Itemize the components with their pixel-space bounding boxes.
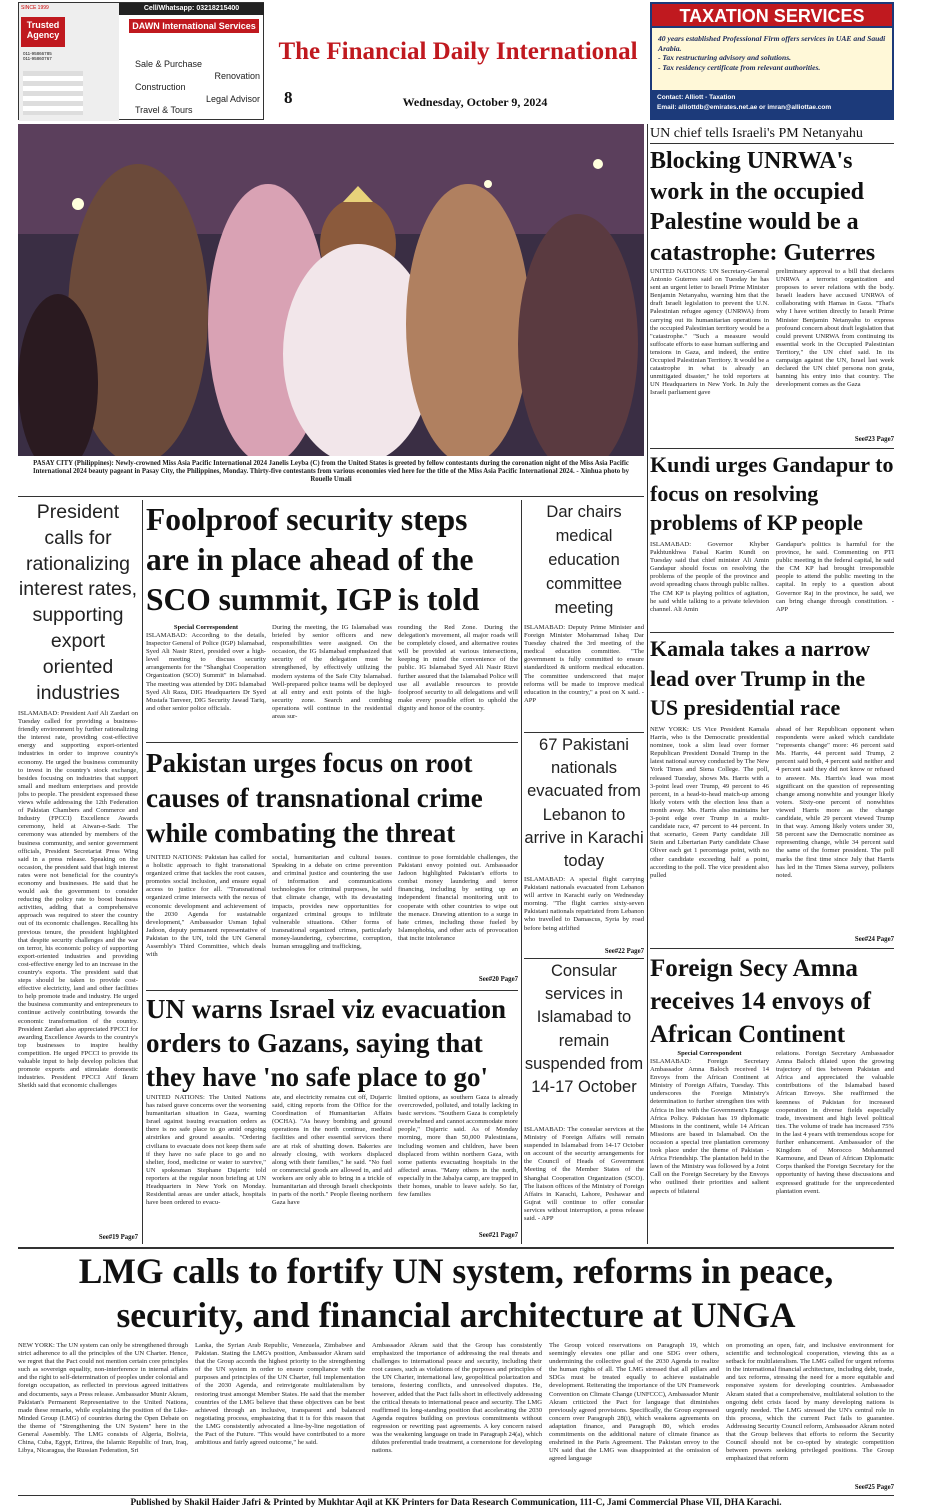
ad-since: SINCE 1999 xyxy=(21,5,49,11)
lmg-col1: NEW YORK: The UN system can only be strengthened through strict adherence to all the principles of the UN Charter. Hence, we regret that the Pact could not mention certain core principles such as sovereign equality, non-interference in internal affairs and the right to self-determination of peoples under colonial and foreign occupation, as reflected in previous agreed initiatives and documents, says a Press release. Ambassador Munir Akram, Pakistan's Permanent Representative to the United Nations, made these remarks, while explaining the position of the Like-Minded Group (LMG) of countries during the Open Debate on the theme of "Strengthening the UN System" here in the General Assembly. The LMG consists of Algeria, Bolivia, China, Cuba, Egypt, Eritrea, the Islamic Republic of Iran, Iraq, Libya, Nicaragua, the Russian Federation, Sri xyxy=(18,1342,188,1455)
lmg-headline: LMG calls to fortify UN system, reforms in peace, security, and financial architecture at UNGA xyxy=(78,1251,834,1335)
amna-byline: Special Correspondent xyxy=(677,1050,742,1057)
masthead-title: The Financial Daily International xyxy=(278,38,638,65)
transnational-col3: continue to pose formidable challenges, the Pakistani envoy pointed out. Ambassador Jadoon highlighted Pakistan's efforts to combat money laundering and terror financing, including by setting up an independent financial monitoring unit to cooperate with other countries to wipe out the menace. Drawing attention to a surge in hate crimes, including those fueled by Islamophobia, and other acts of provocation that incite intolerance xyxy=(398,854,518,942)
ad-brand-logo: Trusted Agency xyxy=(21,17,65,47)
lebanon-body: ISLAMABAD: A special flight carrying Pakistani nationals evacuated from Lebanon will arrive in Karachi early on Wednesday morning. "The flight carries sixty-seven Pakistani nationals repatriated from Lebanon who travelled to Damascus, Syria by road before being airlifted xyxy=(524,876,644,932)
unrwa-kicker: UN chief tells Israeli's PM Netanyahu xyxy=(650,126,863,141)
transnational-col1: UNITED NATIONS: Pakistan has called for a holistic approach to fight transnational organized crime that tackles the root causes, promotes social inclusion, and ensure equal access to justice for all. "Transnational organized crime intersects with the nexus of economic development and achievement of the 2030 Agenda for sustainable development," Ambassador Usman Iqbal Jadoon, deputy permanent representative of Pakistan to the UN, told the UN General Assembly's Third Committee, which deals with xyxy=(146,854,266,959)
kamala-col1: NEW YORK: US Vice President Kamala Harris, who is the Democratic presidential nominee, took a slim lead over former Republican President Donald Trump in the latest national survey conducted by The New York Times and Siena College. The poll, released Tuesday, shows Ms. Harris with a 3-point lead over Trump, 49 percent to 46 percent, in a head-to-head match-up among likely voters with the election less than a month away. Ms. Harris also maintains her 3-point edge over Trump in a multi-candidate race, 47 percent to 44 percent. In that scenario, Green Party candidate Jill Stein and Libertarian Party candidate Chase Oliver each get 1 percentage point, with no other candidate exceeding half a point, according to the poll. The vice president also pulled xyxy=(650,726,769,879)
ad-line3: - Tax residency certificate from relevant authorities. xyxy=(658,62,821,72)
lmg-col2: Lanka, the Syrian Arab Republic, Venezuela, Zimbabwe and Pakistan. Stating the LMG's position, Ambassador Akram said that the Group accords the highest priority to the strengthening of the UN system in order to ensure compliance with the purposes and principles of the UN Charter, full implementation of the 2030 Agenda, and reinvigorate multilateralism by restoring trust amongst Member States. He said that the member countries of the LMG believe that these objectives can be best achieved through an inclusive, transparent and balanced negotiating process, emphasizing that it is for this reason that the LMG consistently advocated a line-by-line negotiation of the Pact of the Future. "This would have contributed to a more ambitious and fairly agreed outcome," he said. xyxy=(195,1342,365,1447)
unrwa-col2: preliminary approval to a bill that declares UNRWA a terrorist organization and proposes to sever relations with the body. Israeli leaders have accused UNRWA of collaborating with Hamas in Gaza. "That's why I have written directly to Israeli Prime Minister Benjamin Netanyahu to express profound concern about draft legislation that could prevent UNRWA from continuing its essential work in the Occupied Palestinian Territory," the UN chief said. In its campaign against the UN, Israel last week declared the UN chief persona non grata, banning his entry into that country. The development comes as the Gaza xyxy=(776,268,894,389)
ad-whatsapp: Cell/Whatsapp: 03218215400 xyxy=(119,3,264,15)
security-col1: ISLAMABAD: According to the details, Inspector General of Police (IGP) Islamabad, Syed Ali Nasir Rizvi, presided over a high-level meeting to discuss security arrangements for the "Shanghai Cooperation Organization (SCO) Summit" in Islamabad. The meeting was attended by DIG Islamabad Syed Ali Raza, DIG Headquarters Dr Syed Mustafa Tanveer, DIG Security Jawad Tariq, and other senior police officials. xyxy=(146,632,266,712)
transnational-col2: social, humanitarian and cultural issues. Speaking in a debate on crime prevention and criminal justice and countering the use of information and communications technologies for criminal purposes, he said that climate change, with its devastating impacts, provides new opportunities for organized criminal groups to infiltrate vulnerable situations. Other forms of transnational organized crimes, particularly money-laundering, cybercrime, corruption, human smuggling and trafficking, xyxy=(272,854,392,951)
kundi-headline: Kundi urges Gandapur to focus on resolving problems of KP people xyxy=(650,452,894,535)
ad-company-name: DAWN International Services xyxy=(129,19,259,33)
issue-date: Wednesday, October 9, 2024 xyxy=(402,95,548,109)
gaza-see: See#21 Page7 xyxy=(478,1232,518,1239)
ad-line1: 40 years established Professional Firm offers services in UAE and Saudi Arabia. xyxy=(658,34,886,53)
security-headline: Foolproof security steps are in place ahead of the SCO summit, IGP is told xyxy=(146,502,480,617)
ad-email: Email: alliottdb@emirates.net.ae or imran@alliottae.com xyxy=(657,104,832,111)
gaza-col2: ate, and electricity remains cut off, Dujarric said, citing reports from the Office for the Coordination of Humanitarian Affairs (OCHA). "As heavy bombing and ground operations in the north continue, medical facilities and other essential services there are at risk of shutting down. Bakeries are already closing, with workers displaced along with their families," he said. "No fuel or commercial goods are allowed in, and aid workers are only able to bring in a trickle of humanitarian aid through Israeli checkpoints in parts of the north." People fleeing northern Gaza have xyxy=(272,1094,392,1207)
president-headline: President calls for rationalizing interest rates, supporting export oriented industries xyxy=(18,501,138,704)
pageant-photo xyxy=(18,124,644,456)
lmg-col5: on promoting an open, fair, and inclusive environment for scientific and technological cooperation, viewing this as a setback for multilateralism. The LMG called for urgent reforms in the international financial architecture, including debt, trade, and tax reforms, stressing the need for a more equitable and responsive system for developing countries. Ambassador Akram stated that a comprehensive, multilateral solution to the ongoing debt crisis faced by many developing nations is urgently needed. The LMG stressed the UN's central role in this process, which the current Pact fails to guarantee. Addressing Security Council reform, Ambassador Akram noted that the Group believes that efforts to reform the Security Council should not be co-opted by strategic competition between powers seeking privileged positions. The Group emphasized that reform xyxy=(726,1342,894,1463)
lmg-see: See#25 Page7 xyxy=(854,1484,894,1491)
security-byline: Special Correspondent xyxy=(173,624,239,631)
consular-headline: Consular services in Islamabad to remain suspended from 14-17 October xyxy=(524,962,644,1097)
amna-col1: ISLAMABAD: Foreign Secretary Ambassador Amna Baloch received 14 Envoys from the African Continent at Ministry of Foreign Affairs, Tuesday. This underscores the Foreign Ministry's determination to further strengthen ties with Africa in line with the Government's Engage Africa Policy. Pakistan has 19 diplomatic Missions in the continent, while 14 African Missions are based in Islamabad. On the occasion a special tree plantation ceremony took place under the theme of Pakistan - Africa Friendship. The plantation held in the lawn of the Ministry was followed by a Joint Call on the Foreign Secretary by the Envoys who outlined their priorities and salient aspects of bilateral xyxy=(650,1058,769,1195)
amna-col2: relations. Foreign Secretary Ambassador Amna Baloch dilated upon the growing trajectory of ties between Pakistan and Africa and appreciated the valuable contributions of the Islamabad based African Envoys. She reaffirmed the keenness of Pakistan for increased cooperation in diverse fields especially trade, investment and high level political ties. The volume of trade has increased 75% in the last 4 years with tremendous scope for further enhancement. Ambassador of the Kingdom of Morocco Mohammed Karmoune, and Dean of African Diplomatic Corps thanked the Foreign Secretary for the opportunity of having these discussions and expressed gratitude for the unprecedented plantation event. xyxy=(776,1050,894,1195)
ad-dawn-international xyxy=(18,2,264,120)
transnational-headline: Pakistan urges focus on root causes of transnational crime while combating the threat xyxy=(146,748,483,848)
ad-contact: Contact: Alliott - Taxation xyxy=(657,94,736,101)
ad-taxation-services xyxy=(650,2,894,120)
page-number: 8 xyxy=(284,88,293,107)
dar-headline: Dar chairs medical education committee meeting xyxy=(545,503,623,617)
lebanon-headline: 67 Pakistani nationals evacuated from Lebanon to arrive in Karachi today xyxy=(524,736,644,871)
security-col2: During the meeting, the IG Islamabad was briefed by senior officers and new responsibilities were assigned. On the occasion, the IG Islamabad emphasized that security of the delegation must be strengthened, by effectively utilizing the modern systems of the Safe City Islamabad. Well-prepared police teams will be deployed at all entry and exit points of the high-security zone. Search and combing operations will continue in the residential areas sur- xyxy=(272,624,392,721)
amna-headline: Foreign Secy Amna receives 14 envoys of African Continent xyxy=(650,955,872,1048)
president-see: See#19 Page7 xyxy=(98,1234,138,1241)
ad-taxation-title: TAXATION SERVICES xyxy=(652,4,892,28)
president-body: ISLAMABAD: President Asif Ali Zardari on Tuesday called for providing a business-friendly environment by further rationalizing the interest rate, providing cost-effective energy and supporting export-oriented industries in order to improve country's economy. He urged the business community to invest in the country's stock exchange, besides focusing on industries that support small and medium enterprises and provide jobs to people. The president expressed these views while addressing the 12th Federation of Pakistan Chambers and Commerce and Industry (FPCCI) Excellence Awards ceremony, held at Aiwan-e-Sadr. The ceremony was attended by members of the business community, and senior government officials, President Secretariat Press Wing said in a press release. Speaking on the occasion, the president said that high interest rates were not beneficial for the country's economy and businesses. He said that he would ask the government to consider reducing the policy rate to boost business activities, adding that a comprehensive approach was required to steer the country out of its economic challenges. Recalling his previous tenure, the president highlighted that despite security challenges and the war on terror, his economic policy of supporting export-oriented industries and providing cost-effective energy led to an increase in the country's exports. The president said that steps should be taken to provide cost-effective electricity, land and other facilities to help promote trade and industry. He urged the business community and entrepreneurs to continue actively contributing towards the economic transformation of the country. President Zardari also appreciated FPCCI for awarding Excellence Awards to the country's top businesses to inspire healthy competition. He urged FPCCI to provide its valuable input to help develop policies that promote exports and stimulate domestic industries. President FPCCI Atif Ikram Sheikh said that economic challenges xyxy=(18,710,138,1090)
ad-line2: - Tax restructuring advisory and solutions. xyxy=(658,53,792,63)
ad-phones: 011-95866785 011-95860767 xyxy=(23,51,52,61)
kamala-see: See#24 Page7 xyxy=(854,936,894,943)
pageant-photo-art xyxy=(18,124,644,456)
gaza-headline: UN warns Israel viz evacuation orders to Gazans, saying that they have 'no safe place to go' xyxy=(146,994,506,1092)
gaza-col1: UNITED NATIONS: The United Nations has raised grave concerns over the worsening humanitarian situation in Gaza, warning Israel against issuing evacuation orders as there is no safe place to go amid ongoing airstrikes and ground assaults. "Ordering civilians to evacuate does not keep them safe if they have no safe place to go and no shelter, food, medicine or water to survive," UN spokesman Stephane Dujarric told reporters at the regular noon briefing at UN Headquarters in New York on Monday. Residential areas are under attack, hospitals have been ordered to evacu- xyxy=(146,1094,266,1207)
lmg-col4: The Group voiced reservations on Paragraph 19, which seemingly elevates one pillar and one SDG over others, undermining the collective goal of the 2030 Agenda to realize the human rights of all. The LMG stressed that all pillars and SDGs must be treated equally to achieve sustainable development. Reiterating the importance of the UN Framework Convention on Climate Change (UNFCCC), Ambassador Munir Akram criticized the Pact for language that diminishes previously agreed provisions. Specifically, the Group expressed concern over Paragraph 28(i), which weakens agreements on adaptation finance, and Paragraph 80, which erodes commitments on the additional nature of climate finance as enshrined in the Paris Agreement. The Pakistan envoy to the UN said that the LMG was disappointed at the omission of agreed language xyxy=(549,1342,719,1463)
kamala-headline: Kamala takes a narrow lead over Trump in the US presidential race xyxy=(650,636,871,720)
kundi-col2: Gandapur's politics is harmful for the province, he said. Commenting on PTI public meeting in the federal capital, he said the CM KP had brought irresponsible people to attend the public meeting in the capital. In reply to a question about Governor Raj in the province, he said, we can bring change through constitution. - APP xyxy=(776,541,894,613)
publisher-footer: Published by Shakil Haider Jafri & Printed by Mukhtar Aqil at KK Printers for Data Research Communication, 111-C, Jami Commercial Phase VII, DHA Karachi. xyxy=(130,1498,782,1508)
lebanon-see: See#22 Page7 xyxy=(604,948,644,955)
unrwa-col1: UNITED NATIONS: UN Secretary-General Antonio Guterres said on Tuesday he has sent an urgent letter to Israeli Prime Minister Benjamin Netanyahu, warning him that the draft Israeli legislation to prevent the U.N. Palestinian refugee agency (UNRWA) from carrying out its humanitarian operations in the occupied Palestinian territory would be a "catastrophe." "Such a measure would suffocate efforts to ease human suffering and tensions in Gaza, and indeed, the entire Occupied Palestinian Territory. It would be a catastrophe in what is already an unmitigated disaster," he told reporters at UN Headquarters in New York. In July the Israeli parliament gave xyxy=(650,268,769,397)
kundi-col1: ISLAMABAD: Governor Khyber Pakhtunkhwa Faisal Karim Kundi on Tuesday said that chief minister Ali Amin Gandapur should focus on resolving the problems of the people of the province and avoid spreading chaos through public rallies. The CM KP is playing politics of agitation, he said while talking to a private television channel. Ali Amin xyxy=(650,541,769,613)
transnational-see: See#20 Page7 xyxy=(478,976,518,983)
gaza-col3: limited options, as southern Gaza is already overcrowded, polluted, and totally lacking in basic services. "Southern Gaza is completely overwhelmed and cannot accommodate more people," Dujarric said. As of Monday morning, more than 50,000 Palestinians, including women and children, have been displaced from within northern Gaza, with some patients evacuating hospitals in the affected areas. "Many others in the north, especially in the Jabalya camp, are trapped in their homes, unable to leave safely. So far, few families xyxy=(398,1094,518,1199)
unrwa-see: See#23 Page7 xyxy=(854,436,894,443)
consular-body: ISLAMABAD: The consular services at the Ministry of Foreign Affairs will remain suspended in Islamabad from 14-17 October on account of the security arrangements for the Council of Heads of Government Meeting of the Member States of the Shanghai Cooperation Organization (SCO). The liaison offices of the Ministry of Foreign Affairs in Karachi, Lahore, Peshawar and Gujrat will continue to offer consular services without interruption, a press release said. - APP xyxy=(524,1126,644,1223)
unrwa-headline: Blocking UNRWA's work in the occupied Palestine would be a catastrophe: Guterres xyxy=(650,148,876,266)
ad-services-list: Sale & Purchase Renovation Construction Legal Advisor Travel & Tours xyxy=(135,59,260,115)
lmg-col3: Ambassador Akram said that the Group has consistently emphasized the importance of addressing the real threats and challenges to international peace and security, including their root causes, such as violations of the purposes and principles of the UN Charter, international law, geopolitical polarization and tensions, festering conflicts, and unresolved disputes. He, however, added that the Pact falls short in effectively addressing the critical threats to international peace and security. The LMG reaffirmed its long-standing position that accelerating the 2030 Agenda requires building on previous commitments without regression or rewriting past agreements. A key concern raised was the weakening language on trade in Paragraph 24(a), which dilutes preferential trade treatment, a cornerstone for developing nations. xyxy=(372,1342,542,1455)
photo-caption: PASAY CITY (Philippines): Newly-crowned Miss Asia Pacific International 2024 Janelis Leyba (C) from the United States is greeted by fellow contestants during the coronation night of the Miss Asia Pacific International 2024 beauty pageant in Pasay City, the Philippines, Monday. Thirty-five contestants from various economies vied here for the title of the Miss Asia Pacific International 2024. - Xinhua photo by Rouelle Umali xyxy=(32,460,630,484)
security-col3: rounding the Red Zone. During the delegation's movement, all major roads will be completely closed, and alternative routes will be provided at various intersections, keeping in mind the convenience of the public. IG Islamabad Syed Ali Nasir Rizvi further assured that the Islamabad Police will use all available resources to provide foolproof security to all delegations and will make every possible effort to uphold the dignity and honor of the country. xyxy=(398,624,518,712)
dar-body: ISLAMABAD: Deputy Prime Minister and Foreign Minister Mohammad Ishaq Dar Tuesday chaired the 3rd meeting of the medical education committee. "The government is fully committed to ensure standardized & uniform medical education. The committee underscored that major reforms will be made to improve medical education in the country," a post on X said. - APP xyxy=(524,624,644,704)
kamala-col2: ahead of her Republican opponent when respondents were asked which candidate "represents change" more: 46 percent said Ms. Harris, 44 percent said Trump, 2 percent said both, 4 percent said neither and 4 percent said they did not know or refused to answer. Ms. Harris's lead was most significant on the question of representing change among nonwhite and younger likely voters. Sixty-one percent of nonwhites viewed Harris more as the change candidate, while 29 percent viewed Trump in that way. Among likely voters under 30, 58 percent saw the Democratic nominee as representing change, while 34 percent said the same of the former president. The poll marks the first time since July that Harris has led in the Times Siena survey, pollsters noted. xyxy=(776,726,894,879)
